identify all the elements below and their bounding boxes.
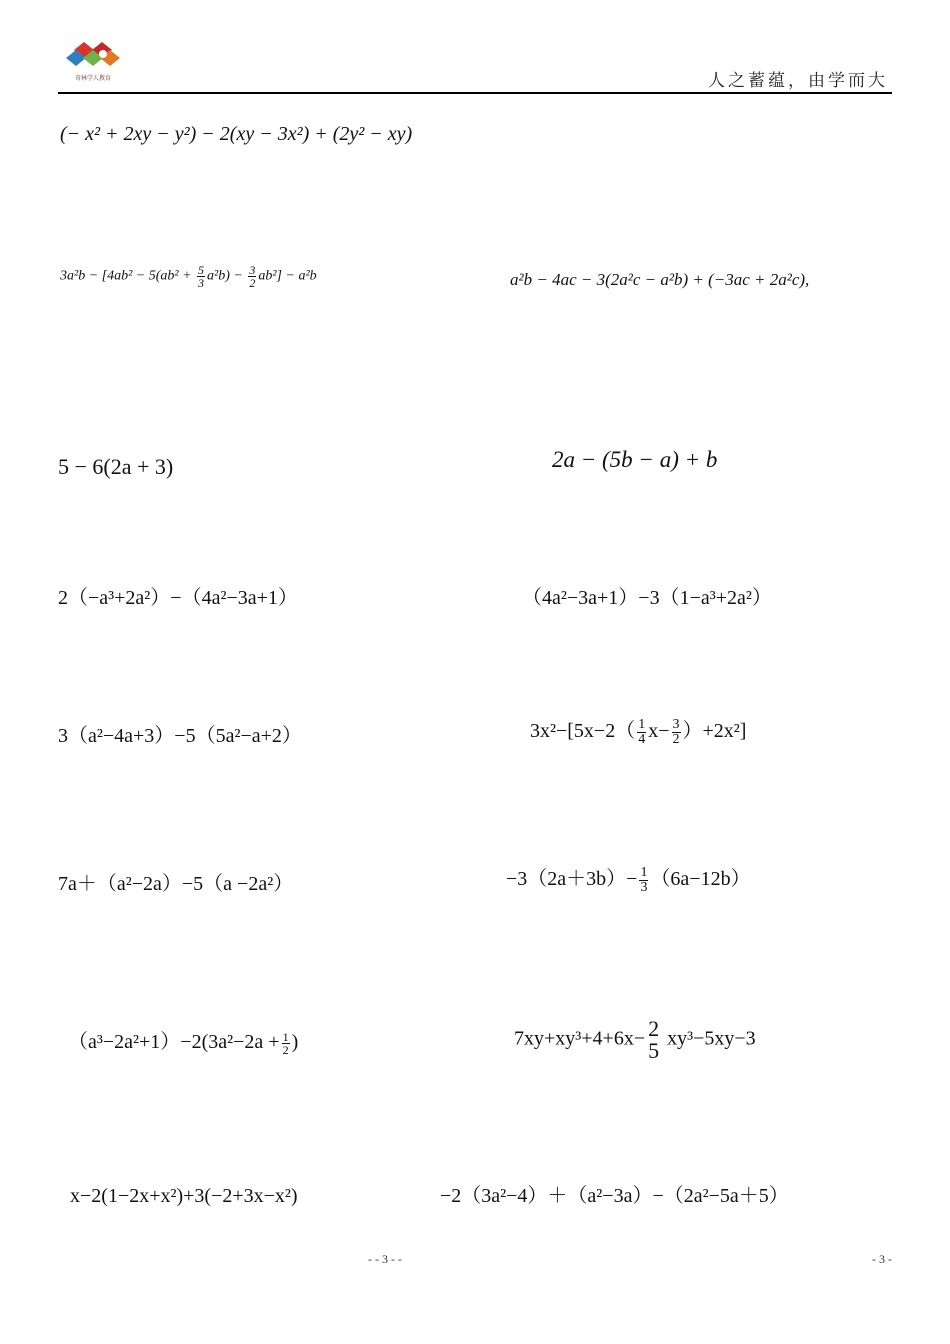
fraction-numerator: 1 [638,717,646,732]
fraction [248,264,256,289]
problem-13-part: xy³−5xy−3 [662,1027,756,1050]
page-number-right: - 3 - [872,1252,892,1266]
problem-5: 2a − (5b − a) + b [552,447,718,472]
problem-1: (− x² + 2xy − y²) − 2(xy − 3x²) + (2y² − xy) [60,123,413,145]
fraction-numerator: 3 [672,717,680,732]
fraction [197,264,205,289]
fraction-numerator: 1 [640,865,648,880]
fraction [637,718,646,747]
fraction-denominator: 2 [672,732,680,747]
problem-13 [514,1018,756,1062]
fraction-numerator: 5 [198,263,205,277]
problem-2-part: a²b) − [207,268,247,284]
problem-8: 3（a²−4a+3）−5（5a²−a+2） [58,725,302,747]
problem-7: （4a²−3a+1）−3（1−a³+2a²） [522,587,772,609]
logo-caption: 奇林学人教育 [74,75,111,82]
fraction [647,1018,660,1062]
fraction-denominator: 2 [249,276,256,290]
problem-10: 7a＋（a²−2a）−5（a −2a²） [58,873,294,895]
fraction [672,718,681,747]
problem-2 [60,264,317,289]
fraction [282,1031,290,1056]
problem-9-part: 3x²−[5x−2（ [530,720,636,743]
problem-14: x−2(1−2x+x²)+3(−2+3x−x²) [70,1185,298,1207]
fraction-denominator: 5 [648,1038,660,1063]
problem-4: 5 − 6(2a + 3) [58,454,174,479]
problem-13-part: 7xy+xy³+4+6x− [514,1027,646,1050]
problem-11-part: −3（2a＋3b）− [506,868,638,891]
fraction-numerator: 1 [282,1029,289,1044]
fraction-denominator: 3 [640,880,648,895]
problem-2-part: ab²] − a²b [258,268,317,284]
problem-11-part: （6a−12b） [650,868,751,891]
problem-11 [506,866,751,895]
problem-9-part: x− [648,720,670,743]
problem-3: a²b − 4ac − 3(2a²c − a²b) + (−3ac + 2a²c), [510,270,810,289]
fraction-denominator: 3 [198,276,205,290]
fraction-numerator: 3 [249,263,256,277]
problem-9 [530,718,746,747]
fraction [639,866,648,895]
problem-6: 2（−a³+2a²）−（4a²−3a+1） [58,587,298,609]
problem-12-part: ) [291,1031,299,1053]
fraction-numerator: 2 [648,1016,660,1041]
page-number-center: - - 3 - - [368,1252,402,1266]
header-motto: 人之蓄蕴，由学而大 [708,71,888,91]
header-rule [58,92,892,94]
problem-12-part: （a³−2a²+1）−2(3a²−2a + [68,1031,280,1053]
problem-2-part: 3a²b − [4ab² − 5(ab² + [60,268,196,284]
fraction-denominator: 2 [282,1042,289,1057]
fraction-denominator: 4 [638,732,646,747]
problem-15: −2（3a²−4）＋（a²−3a）−（2a²−5a＋5） [440,1185,789,1207]
problem-12 [68,1030,298,1056]
problem-9-part: ）+2x²] [682,720,747,743]
